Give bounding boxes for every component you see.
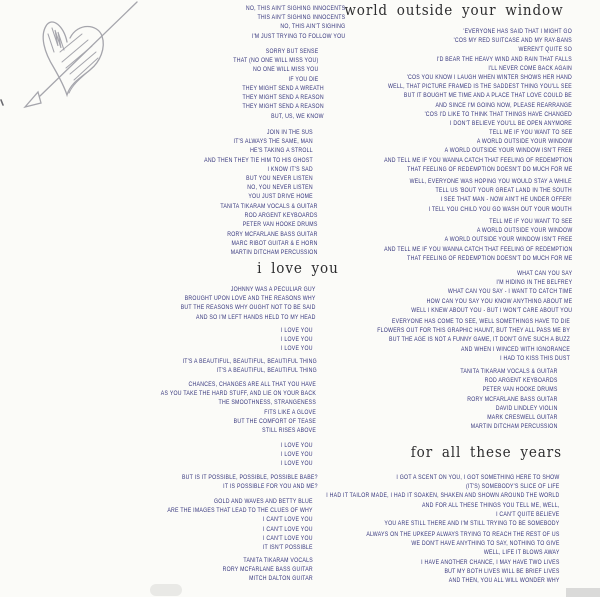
lyric-line: THEY MIGHT SEND A WREATH xyxy=(242,85,324,92)
lyric-line: WHAT CAN YOU SAY - I WANT TO CATCH TIME xyxy=(447,288,572,296)
lyric-line: TELL ME IF YOU WANT TO SEE xyxy=(488,129,572,136)
lyric-line: THAT (NO ONE WILL MISS YOU) xyxy=(232,57,318,65)
lyric-line: IT ISN'T POSSIBLE xyxy=(263,544,313,552)
lyric-line: I HAD TO KISS THIS DUST xyxy=(500,354,570,362)
song2-credits xyxy=(200,556,313,584)
lyric-line: IF YOU DIE xyxy=(288,75,318,83)
lyric-line: A WORLD OUTSIDE YOUR WINDOW xyxy=(476,138,572,146)
lyric-line: I HAVE ANOTHER CHANCE, I MAY HAVE TWO LIVES xyxy=(421,558,560,566)
lyric-line: BUT THE COMFORT OF TEASE xyxy=(233,417,316,425)
lyric-line: PETER VAN HOOKE DRUMS xyxy=(243,221,318,229)
lyric-line: IT IS POSSIBLE FOR YOU AND ME? xyxy=(223,483,318,491)
lyric-line: EVERYONE HAS COME TO SEE, WELL SOMETHINGS HAVE TO DIE xyxy=(391,318,570,325)
lyric-line: AND THEN THEY TIE HIM TO HIS GHOST xyxy=(204,156,313,164)
lyric-line: TELL US 'BOUT YOUR GREAT LAND IN THE SOUTH xyxy=(435,187,572,195)
lyric-line: MARK CRESWELL GUITAR xyxy=(487,414,558,422)
lyric-line: AND WHEN I WINCED WITH IGNORANCE xyxy=(460,345,570,353)
lyric-line: I'M HIDING IN THE BELFREY xyxy=(496,279,572,287)
lyric-line: FITS LIKE A GLOVE xyxy=(264,408,316,416)
lyric-line: YOU JUST DRIVE HOME xyxy=(248,193,313,201)
song3-verse-2 xyxy=(369,177,572,214)
lyric-line: I SEE THAT MAN - NOW AIN'T HE UNDER OFFER! xyxy=(440,196,572,204)
lyric-line: NO, THIS AIN'T SIGHING INNOCENTS xyxy=(245,5,345,12)
lyric-line: I LOVE YOU xyxy=(281,336,313,344)
lyric-line: NO ONE WILL MISS YOU xyxy=(252,66,318,74)
song2-chorus-1 xyxy=(273,326,313,354)
lyric-line: FLOWERS OUT FOR THIS GRAPHIC HAUNT, BUT THEY ALL PASS ME BY xyxy=(377,327,570,335)
lyric-line: AND THEN, YOU ALL WILL WONDER WHY xyxy=(449,577,560,585)
lyric-line: I CAN'T LOVE YOU xyxy=(263,534,313,542)
lyric-line: I LOVE YOU xyxy=(281,460,313,468)
lyric-line: I CAN'T LOVE YOU xyxy=(263,516,313,524)
lyric-line: STILL RISES ABOVE xyxy=(262,427,316,435)
lyric-line: TANITA TIKARAM VOCALS xyxy=(243,557,313,564)
lyric-line: BUT, US, WE KNOW xyxy=(271,112,324,120)
song4-verse-2 xyxy=(318,530,560,585)
lyric-line: WELL, THAT PICTURE FRAMED IS THE SADDEST THING YOU'LL SEE xyxy=(388,83,572,91)
lyric-line: MARC RIBOT GUITAR & E HORN xyxy=(231,239,318,247)
lyric-line: BUT IT BOUGHT ME TIME AND A PLACE THAT LOVE COULD BE xyxy=(403,92,572,100)
lyric-line: CHANCES, CHANGES ARE ALL THAT YOU HAVE xyxy=(188,381,316,388)
lyric-line: JOHNNY WAS A PECULIAR GUY xyxy=(231,286,316,293)
lyric-line: AND SO I'M LEFT HANDS HELD TO MY HEAD xyxy=(196,313,316,321)
song3-bridge xyxy=(371,269,572,315)
lyric-line: I LOVE YOU xyxy=(281,442,313,449)
lyric-line: A WORLD OUTSIDE YOUR WINDOW ISN'T FREE xyxy=(444,147,572,155)
lyric-line: I GOT A SCENT ON YOU, I GOT SOMETHING HERE TO SHOW xyxy=(396,474,560,481)
lyric-line: THAT FEELING OF REDEMPTION DOESN'T DO MUCH FOR ME xyxy=(406,254,572,262)
lyric-line: MARTIN DITCHAM PERCUSSION xyxy=(471,423,558,431)
song-title-i-love-you: i love you xyxy=(257,259,339,277)
lyric-line: YOU ARE STILL THERE AND I'M STILL TRYING TO BE SOMEBODY xyxy=(384,520,560,528)
lyric-line: RORY MCFARLANE BASS GUITAR xyxy=(222,566,313,574)
song-title-for-all-these-years: for all these years xyxy=(410,443,562,461)
song2-refrain-1 xyxy=(149,357,317,375)
lyric-line: I LOVE YOU xyxy=(281,345,313,353)
song3-verse-3 xyxy=(329,317,570,363)
lyric-line: MARTIN DITCHAM PERCUSSION xyxy=(231,249,318,257)
lyric-line: I LOVE YOU xyxy=(281,451,313,459)
lyric-line: AND SINCE I'M GOING NOW, PLEASE REARRANGE xyxy=(435,101,572,109)
lyric-line: IT'S ALWAYS THE SAME, MAN xyxy=(233,138,313,146)
lyric-line: THE SMOOTHNESS, STRANGENESS xyxy=(218,399,316,407)
song1-verse-2 xyxy=(212,47,318,84)
lyric-line: ARE THE IMAGES THAT LEAD TO THE CLUES OF WHY xyxy=(167,507,313,515)
lyric-line: DAVID LINDLEY VIOLIN xyxy=(496,404,558,412)
lyric-line: I LOVE YOU xyxy=(281,327,313,334)
lyric-line: HE'S TAKING A STROLL xyxy=(250,147,313,155)
song3-chorus-1 xyxy=(337,128,572,174)
lyric-line: TANITA TIKARAM VOCALS & GUITAR xyxy=(460,368,558,375)
lyric-line: A WORLD OUTSIDE YOUR WINDOW xyxy=(476,227,572,235)
lyric-line: WEREN'T QUITE SO xyxy=(518,46,572,54)
lyric-line: IT'S A BEAUTIFUL, BEAUTIFUL THING xyxy=(216,367,317,375)
lyric-line: ALWAYS ON THE UPKEEP ALWAYS TRYING TO REACH THE REST OF US xyxy=(366,531,560,538)
lyric-line: I HAD IT TAILOR MADE, I HAD IT SOAKEN, SHAKEN AND SHOWN AROUND THE WORLD xyxy=(326,492,560,500)
lyric-line: THIS AIN'T SIGHING INNOCENTS xyxy=(257,14,345,22)
lyric-line: I'D BEAR THE HEAVY WIND AND RAIN THAT FALLS xyxy=(436,55,572,63)
song1-credits xyxy=(196,202,318,257)
lyric-line: I CAN'T QUITE BELIEVE xyxy=(496,510,560,518)
lyric-line: WELL, EVERYONE WAS HOPING YOU WOULD STAY A WHILE xyxy=(409,178,572,185)
lyric-line: IT'S A BEAUTIFUL, BEAUTIFUL, BEAUTIFUL THING xyxy=(182,358,317,365)
lyric-line: MITCH DALTON GUITAR xyxy=(249,575,313,583)
song-title-world-outside-your-window: world outside your window xyxy=(344,1,564,19)
lyric-line: BUT IS IT POSSIBLE, POSSIBLE, POSSIBLE BABE? xyxy=(182,474,318,481)
lyric-line: WELL I KNEW ABOUT YOU - BUT I WON'T CARE ABOUT YOU xyxy=(410,306,572,314)
heart-arrow-sketch-icon xyxy=(0,0,140,125)
lyric-line: RORY MCFARLANE BASS GUITAR xyxy=(467,395,558,403)
lyric-line: TELL ME IF YOU WANT TO SEE xyxy=(488,218,572,225)
lyric-line: ROD ARGENT KEYBOARDS xyxy=(485,377,558,385)
song2-verse-1 xyxy=(147,285,316,322)
lyric-line: NO, THIS AIN'T SIGHING xyxy=(279,23,345,31)
lyric-line: THAT FEELING OF REDEMPTION DOESN'T DO MUCH FOR ME xyxy=(406,165,572,173)
lyric-line: WELL, LIFE IT BLOWS AWAY xyxy=(484,549,560,557)
song3-verse-1 xyxy=(342,27,572,128)
lyric-line: A WORLD OUTSIDE YOUR WINDOW ISN'T FREE xyxy=(444,236,572,244)
lyric-line: 'COS MY RED SUITCASE AND MY RAY-BANS xyxy=(453,37,572,45)
lyric-line: BUT YOU NEVER LISTEN xyxy=(246,175,313,183)
lyric-line: 'COS YOU KNOW I LAUGH WHEN WINTER SHOWS HER HAND xyxy=(406,74,572,82)
lyric-line: HOW CAN YOU SAY YOU KNOW ANYTHING ABOUT ME xyxy=(426,297,572,305)
lyric-line: 'COS I'D LIKE TO THINK THAT THINGS HAVE CHANGED xyxy=(424,110,572,118)
song1-verse-1 xyxy=(221,4,345,41)
song1-verse-4 xyxy=(177,128,313,202)
lyric-line: I KNOW IT'S SAD xyxy=(267,165,313,173)
lyric-line: THEY MIGHT SEND A REASON xyxy=(242,103,324,111)
corner-scan-artifact xyxy=(566,588,600,597)
lyric-line: I CAN'T LOVE YOU xyxy=(263,525,313,533)
song4-verse-1 xyxy=(268,473,560,528)
lyric-line: I'LL NEVER COME BACK AGAIN xyxy=(488,64,572,72)
lyric-line: BROUGHT UPON LOVE AND THE REASONS WHY xyxy=(185,295,316,303)
lyric-line: SORRY BUT SENSE xyxy=(265,48,318,55)
lyric-line: TANITA TIKARAM VOCALS & GUITAR xyxy=(220,203,318,210)
song1-verse-3 xyxy=(222,84,324,121)
lyric-line: AS YOU TAKE THE HARD STUFF, AND LIE ON YOUR BACK xyxy=(160,390,316,398)
lyric-line: AND FOR ALL THESE THINGS YOU TELL ME, WELL, xyxy=(422,501,560,509)
lyric-line: BUT MY BOTH LIVES WILL BE BRIEF LIVES xyxy=(444,567,560,575)
lyric-line: WHAT CAN YOU SAY xyxy=(516,270,572,277)
lyric-line: I'M JUST TRYING TO FOLLOW YOU xyxy=(251,32,345,40)
song3-credits xyxy=(436,367,558,431)
song2-chorus-2 xyxy=(273,441,313,469)
song3-chorus-2 xyxy=(337,217,572,263)
lyric-line: WE DON'T HAVE ANYTHING TO SAY, NOTHING TO GIVE xyxy=(411,540,560,548)
lyric-line: BUT THE AGE IS NOT A FUNNY GAME, IT DON'T GIVE SUCH A BUZZ xyxy=(388,336,570,344)
lyric-line: I TELL YOU CHILD YOU GO WASH OUT YOUR MOUTH xyxy=(428,205,572,213)
lyric-line: I DON'T BELIEVE YOU'LL BE OPEN ANYMORE xyxy=(450,120,572,128)
lyric-line: PETER VAN HOOKE DRUMS xyxy=(483,386,558,394)
lyric-line: GOLD AND WAVES AND BETTY BLUE xyxy=(214,498,313,505)
lyric-line: NO, YOU NEVER LISTEN xyxy=(247,184,313,192)
lyric-line: AND TELL ME IF YOU WANNA CATCH THAT FEELING OF REDEMPTION xyxy=(383,156,572,164)
lyric-line: JOIN IN THE SUS xyxy=(267,129,313,136)
lyric-line: RORY MCFARLANE BASS GUITAR xyxy=(227,230,318,238)
lyric-line: AND TELL ME IF YOU WANNA CATCH THAT FEELING OF REDEMPTION xyxy=(383,245,572,253)
lyric-line: BUT THE REASONS WHY OUGHT NOT TO BE SAID xyxy=(181,304,316,312)
lyric-line: ROD ARGENT KEYBOARDS xyxy=(245,212,318,220)
song2-verse-2 xyxy=(122,380,316,435)
lyric-line: THEY MIGHT SEND A REASON xyxy=(242,94,324,102)
scan-smudge xyxy=(150,584,182,596)
lyric-line: (IT'S) SOMEBODY'S SLICE OF LIFE xyxy=(466,483,560,491)
lyric-line: 'EVERYONE HAS SAID THAT I MIGHT GO xyxy=(463,28,572,35)
